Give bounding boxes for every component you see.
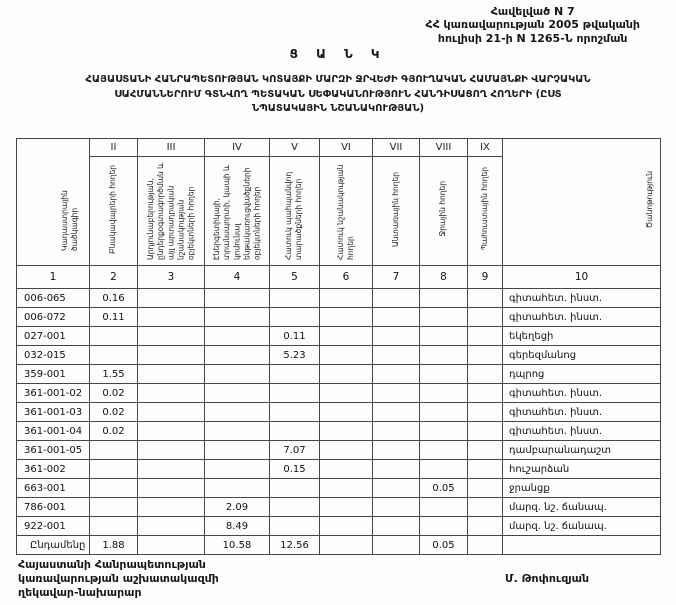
area-value-cell xyxy=(138,403,205,422)
area-value-cell xyxy=(205,346,270,365)
area-value-cell xyxy=(270,308,320,327)
header-water-lands-text: Ջրային հողեր xyxy=(438,181,448,237)
remark-cell: գերեզմանոց xyxy=(503,346,661,365)
area-value-cell xyxy=(373,384,420,403)
area-value-cell xyxy=(320,384,373,403)
header-reserve-lands xyxy=(468,157,503,266)
area-value-cell xyxy=(373,479,420,498)
area-value-cell: 0.05 xyxy=(420,536,468,555)
area-value-cell: 0.16 xyxy=(90,289,138,308)
area-value-cell: 0.02 xyxy=(90,422,138,441)
header-protected-lands-text: Հատուկ պահպանվող տարածքների հողեր xyxy=(284,171,304,260)
area-value-cell xyxy=(420,441,468,460)
area-value-cell xyxy=(373,327,420,346)
annex-reference xyxy=(425,5,640,45)
area-value-cell xyxy=(468,403,503,422)
table-row xyxy=(17,365,661,384)
remark-cell: դամբարանադաշտ xyxy=(503,441,661,460)
cadastral-code-header-text: Կադաստրային ծածկագիր xyxy=(59,190,79,251)
area-value-cell xyxy=(90,460,138,479)
table-row xyxy=(17,403,661,422)
area-value-cell xyxy=(373,289,420,308)
table-row xyxy=(17,460,661,479)
header-industrial-lands xyxy=(138,157,205,266)
area-value-cell xyxy=(420,517,468,536)
area-value-cell xyxy=(205,384,270,403)
area-value-cell xyxy=(420,403,468,422)
area-value-cell xyxy=(320,327,373,346)
area-value-cell: 0.02 xyxy=(90,384,138,403)
area-value-cell: 8.49 xyxy=(205,517,270,536)
area-value-cell xyxy=(320,517,373,536)
cadastral-code-cell: Ընդամենը xyxy=(17,536,90,555)
land-category-table xyxy=(16,138,661,555)
area-value-cell xyxy=(373,346,420,365)
area-value-cell xyxy=(468,365,503,384)
title-line-2: ՍԱՀՄԱՆՆԵՐՈՒՄ ԳՏՆՎՈՂ ՊԵՏԱԿԱՆ ՍԵՓԱԿԱՆՈՒԹՅՈՒՆ ՀԱՆԴԻՍԱՑՈՂ ՀՈՂԵՐԻ (ԸՍՏ xyxy=(114,88,562,100)
cadastral-code-cell: 027-001 xyxy=(17,327,90,346)
area-value-cell xyxy=(320,441,373,460)
area-value-cell xyxy=(138,422,205,441)
area-value-cell xyxy=(320,479,373,498)
column-numbers-row xyxy=(17,266,661,289)
area-value-cell: 0.11 xyxy=(270,327,320,346)
annex-line-2: ՀՀ կառավարության 2005 թվականի xyxy=(425,18,640,32)
table-body xyxy=(17,289,661,555)
area-value-cell xyxy=(138,479,205,498)
area-value-cell xyxy=(373,441,420,460)
area-value-cell xyxy=(138,327,205,346)
area-value-cell xyxy=(138,498,205,517)
area-value-cell xyxy=(138,384,205,403)
area-value-cell xyxy=(420,327,468,346)
footer-line-3: ղեկավար-նախարար xyxy=(18,585,142,599)
area-value-cell xyxy=(138,460,205,479)
cadastral-code-cell: 361-001-05 xyxy=(17,441,90,460)
area-value-cell xyxy=(138,365,205,384)
area-value-cell: 0.02 xyxy=(90,403,138,422)
cadastral-code-cell: 006-065 xyxy=(17,289,90,308)
column-number-4: 4 xyxy=(205,266,270,289)
area-value-cell xyxy=(205,479,270,498)
land-table-wrapper xyxy=(16,138,661,555)
area-value-cell xyxy=(320,403,373,422)
area-value-cell xyxy=(373,498,420,517)
area-value-cell xyxy=(373,422,420,441)
area-value-cell xyxy=(270,384,320,403)
area-value-cell xyxy=(205,460,270,479)
area-value-cell xyxy=(420,346,468,365)
header-reserve-lands-text: Պահուստային հողեր xyxy=(479,167,489,251)
column-numeral-iii: III xyxy=(138,139,205,157)
area-value-cell xyxy=(205,289,270,308)
area-value-cell xyxy=(420,460,468,479)
column-number-8: 8 xyxy=(420,266,468,289)
area-value-cell xyxy=(320,498,373,517)
area-value-cell xyxy=(270,365,320,384)
area-value-cell xyxy=(420,308,468,327)
remark-cell: ջրանցք xyxy=(503,479,661,498)
cadastral-code-cell: 361-001-03 xyxy=(17,403,90,422)
column-numeral-v: V xyxy=(270,139,320,157)
area-value-cell xyxy=(468,289,503,308)
header-infrastructure-lands-text: Էներգետիկայի, տրանսպորտի, կապի և կոմունալ ենթակառուցվածքների օբյեկտների հողեր xyxy=(211,164,262,260)
header-industrial-lands-text: Արդյունաբերության, ընդերքօգտագործման և այլ արտադրական նշանակության օբյեկտների հողեր xyxy=(145,162,196,260)
cadastral-code-cell: 006-072 xyxy=(17,308,90,327)
area-value-cell xyxy=(468,346,503,365)
area-value-cell xyxy=(138,517,205,536)
cadastral-code-cell: 359-001 xyxy=(17,365,90,384)
area-value-cell: 0.15 xyxy=(270,460,320,479)
area-value-cell xyxy=(270,403,320,422)
area-value-cell xyxy=(420,289,468,308)
cadastral-code-cell: 922-001 xyxy=(17,517,90,536)
area-value-cell xyxy=(468,384,503,403)
remark-cell: եկեղեցի xyxy=(503,327,661,346)
area-value-cell: 7.07 xyxy=(270,441,320,460)
area-value-cell xyxy=(468,498,503,517)
table-row xyxy=(17,308,661,327)
area-value-cell: 1.55 xyxy=(90,365,138,384)
cadastral-code-cell: 361-002 xyxy=(17,460,90,479)
column-numeral-ii: II xyxy=(90,139,138,157)
footer-line-2: կառավարության աշխատակազմի xyxy=(18,571,219,585)
remark-cell: մարզ. նշ. ճանապ. xyxy=(503,517,661,536)
column-number-1: 1 xyxy=(17,266,90,289)
table-row xyxy=(17,327,661,346)
area-value-cell xyxy=(320,422,373,441)
area-value-cell xyxy=(468,308,503,327)
header-water-lands xyxy=(420,157,468,266)
table-row xyxy=(17,346,661,365)
area-value-cell xyxy=(205,365,270,384)
area-value-cell xyxy=(468,327,503,346)
column-number-9: 9 xyxy=(468,266,503,289)
area-value-cell xyxy=(320,536,373,555)
area-value-cell xyxy=(205,422,270,441)
area-value-cell xyxy=(468,441,503,460)
table-row xyxy=(17,498,661,517)
signature-name: Մ. Թոփուզյան xyxy=(505,572,590,585)
area-value-cell xyxy=(270,517,320,536)
area-value-cell xyxy=(373,460,420,479)
area-value-cell xyxy=(320,308,373,327)
area-value-cell: 0.05 xyxy=(420,479,468,498)
area-value-cell xyxy=(320,365,373,384)
area-value-cell xyxy=(468,517,503,536)
area-value-cell xyxy=(468,479,503,498)
area-value-cell xyxy=(420,365,468,384)
column-number-5: 5 xyxy=(270,266,320,289)
document-kind-heading: Ց Ա Ն Կ xyxy=(289,47,387,61)
table-row xyxy=(17,441,661,460)
area-value-cell xyxy=(138,346,205,365)
area-value-cell xyxy=(420,384,468,403)
remark-cell: գիտահետ. ինստ. xyxy=(503,422,661,441)
column-numeral-viii: VIII xyxy=(420,139,468,157)
table-row xyxy=(17,289,661,308)
area-value-cell xyxy=(138,308,205,327)
remark-cell: գիտահետ. ինստ. xyxy=(503,384,661,403)
header-protected-lands xyxy=(270,157,320,266)
area-value-cell xyxy=(138,441,205,460)
area-value-cell xyxy=(270,479,320,498)
column-numeral-iv: IV xyxy=(205,139,270,157)
column-number-2: 2 xyxy=(90,266,138,289)
area-value-cell xyxy=(373,536,420,555)
area-value-cell xyxy=(468,536,503,555)
header-residential-lands xyxy=(90,157,138,266)
cadastral-code-header-cell xyxy=(17,139,90,266)
remark-header-text: Ծանոթություն xyxy=(644,171,654,229)
area-value-cell xyxy=(90,498,138,517)
cadastral-code-cell: 032-015 xyxy=(17,346,90,365)
area-value-cell xyxy=(205,308,270,327)
area-value-cell xyxy=(90,441,138,460)
column-number-3: 3 xyxy=(138,266,205,289)
remark-cell: հուշարձան xyxy=(503,460,661,479)
area-value-cell xyxy=(320,346,373,365)
column-number-10: 10 xyxy=(503,266,661,289)
area-value-cell xyxy=(468,422,503,441)
header-special-purpose-lands-text: Հատուկ նշանակության հողեր xyxy=(335,164,355,260)
footer-line-1: Հայաստանի Հանրապետության xyxy=(18,558,206,571)
column-number-6: 6 xyxy=(320,266,373,289)
remark-cell: գիտահետ. ինստ. xyxy=(503,308,661,327)
header-forest-lands xyxy=(373,157,420,266)
area-value-cell xyxy=(468,460,503,479)
area-value-cell xyxy=(138,289,205,308)
area-value-cell: 0.11 xyxy=(90,308,138,327)
column-numeral-ix: IX xyxy=(468,139,503,157)
area-value-cell xyxy=(270,289,320,308)
table-row xyxy=(17,422,661,441)
annex-line-3: հուլիսի 21-ի N 1265-Ն որոշման xyxy=(437,31,628,45)
header-residential-lands-text: Բնակավայրերի հողեր xyxy=(108,164,118,254)
remark-cell: մարզ. նշ. ճանապ. xyxy=(503,498,661,517)
area-value-cell: 2.09 xyxy=(205,498,270,517)
cadastral-code-cell: 361-001-02 xyxy=(17,384,90,403)
area-value-cell xyxy=(90,346,138,365)
area-value-cell xyxy=(270,422,320,441)
title-line-3: ՆՊԱՏԱԿԱՅԻՆ ՆՇԱՆԱԿՈՒԹՅԱՆ) xyxy=(251,103,425,114)
remark-cell xyxy=(503,536,661,555)
cadastral-code-cell: 361-001-04 xyxy=(17,422,90,441)
header-infrastructure-lands xyxy=(205,157,270,266)
table-row xyxy=(17,517,661,536)
area-value-cell xyxy=(138,536,205,555)
header-special-purpose-lands xyxy=(320,157,373,266)
area-value-cell xyxy=(270,498,320,517)
area-value-cell xyxy=(205,441,270,460)
area-value-cell xyxy=(205,403,270,422)
remark-cell: դպրոց xyxy=(503,365,661,384)
area-value-cell xyxy=(320,289,373,308)
area-value-cell xyxy=(420,498,468,517)
area-value-cell: 10.58 xyxy=(205,536,270,555)
area-value-cell xyxy=(373,308,420,327)
remark-header-cell xyxy=(503,139,661,266)
footer-signatory-block xyxy=(18,558,219,599)
area-value-cell xyxy=(420,422,468,441)
area-value-cell: 12.56 xyxy=(270,536,320,555)
header-forest-lands-text: Անտառային հողեր xyxy=(390,171,400,247)
remark-cell: գիտահետ. ինստ. xyxy=(503,289,661,308)
area-value-cell xyxy=(205,327,270,346)
area-value-cell xyxy=(373,403,420,422)
area-value-cell xyxy=(90,327,138,346)
annex-line-1: Հավելված N 7 xyxy=(490,5,575,18)
column-numeral-vii: VII xyxy=(373,139,420,157)
area-value-cell: 5.23 xyxy=(270,346,320,365)
cadastral-code-cell: 786-001 xyxy=(17,498,90,517)
area-value-cell xyxy=(373,517,420,536)
document-title xyxy=(8,73,668,117)
roman-numerals-row xyxy=(17,139,661,157)
title-line-1: ՀԱՅԱՍՏԱՆԻ ՀԱՆՐԱՊԵՏՈՒԹՅԱՆ ԿՈՏԱՅՔԻ ՄԱՐԶԻ ՋՐՎԵԺԻ ԳՅՈՒՂԱԿԱՆ ՀԱՄԱՅՆՔԻ ՎԱՐՉԱԿԱՆ xyxy=(85,74,591,85)
area-value-cell xyxy=(90,479,138,498)
table-row xyxy=(17,384,661,403)
table-row xyxy=(17,479,661,498)
column-number-7: 7 xyxy=(373,266,420,289)
area-value-cell xyxy=(90,517,138,536)
cadastral-code-cell: 663-001 xyxy=(17,479,90,498)
area-value-cell xyxy=(373,365,420,384)
area-value-cell: 1.88 xyxy=(90,536,138,555)
total-row xyxy=(17,536,661,555)
remark-cell: գիտահետ. ինստ. xyxy=(503,403,661,422)
area-value-cell xyxy=(320,460,373,479)
column-numeral-vi: VI xyxy=(320,139,373,157)
